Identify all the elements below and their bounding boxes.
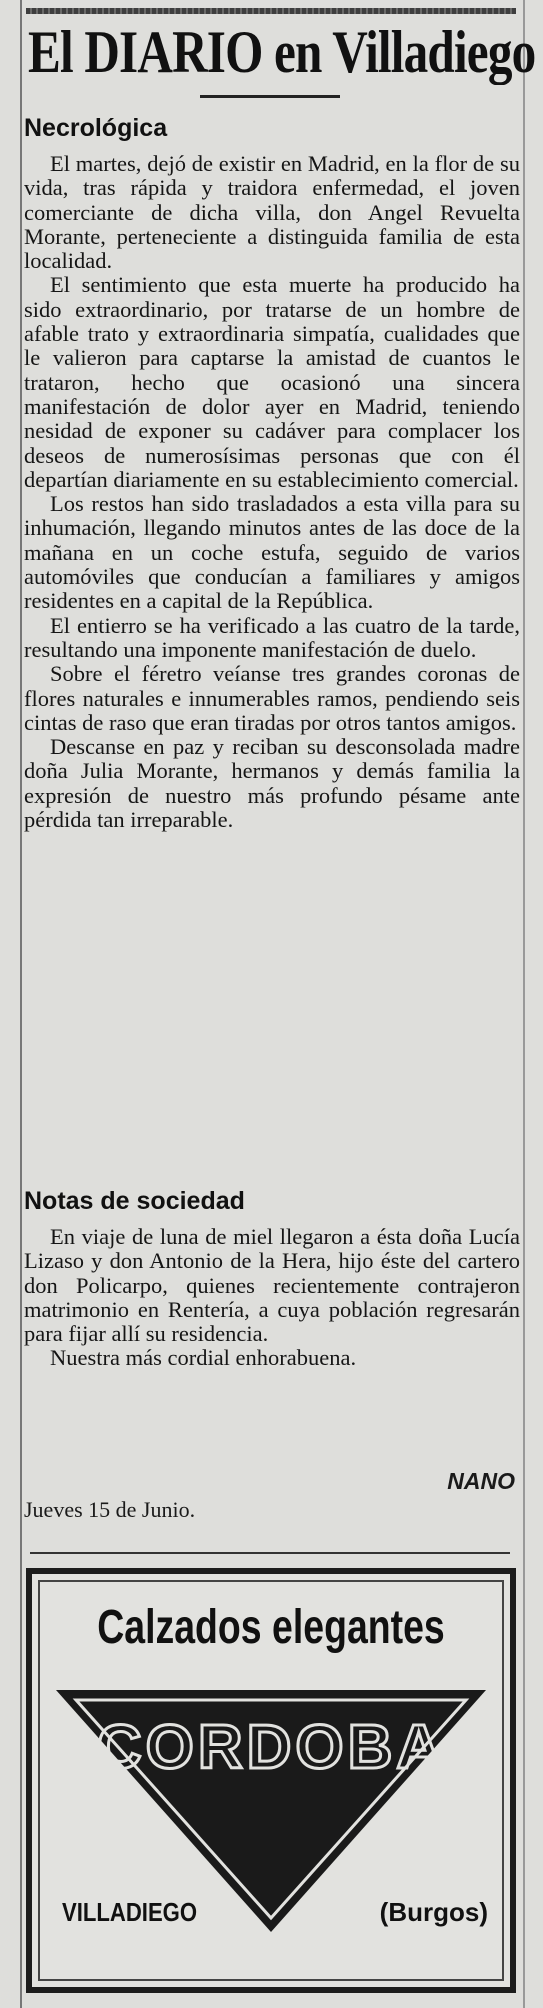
ad-city: VILLADIEGO [62,1897,198,1927]
signature: NANO [447,1468,515,1494]
ad-headline: Calzados elegantes [97,1601,445,1654]
masthead-title: El DIARIO en Villadiego [28,19,536,85]
top-ornamental-rule [26,8,516,14]
masthead-rule [200,95,340,98]
article-paragraph: Descanse en paz y reciban su desconsolada madre doña Julia Morante, hermanos y demás familia la expresión de nuestro más profundo pésame ante pérdida tan irreparable. [24,734,520,833]
necrologica-body [24,152,520,832]
notas-body [24,1225,520,1371]
article-paragraph: Sobre el féretro veíanse tres grandes coronas de flores naturales e innumerables ramos, pendiendo seis cintas de raso que eran tiradas por otros tantos amigos. [24,661,520,735]
section-divider [30,1552,510,1554]
article-paragraph: Nuestra más cordial enhorabuena. [50,1345,357,1371]
article-paragraph: En viaje de luna de miel llegaron a ésta doña Lucía Lizaso y don Antonio de la Hera, hijo éste del cartero don Policarpo, quienes recientemente contrajeron matrimonio en Rentería, a cuya población regresarán para fijar allí su residencia. [24,1224,520,1347]
section-heading-notas: Notas de sociedad [24,1187,245,1215]
article-paragraph: El martes, dejó de existir en Madrid, en la flor de su vida, tras rápida y traidora enfermedad, el joven comerciante de dicha villa, don Angel Revuelta Morante, perteneciente a distinguida familia de esta localidad. [24,151,520,274]
ad-region: (Burgos) [379,1897,488,1927]
section-heading-necrologica: Necrológica [24,114,168,142]
article-paragraph: Los restos han sido trasladados a esta villa para su inhumación, llegando minutos antes de las doce de la mañana en un coche estufa, seguido de varios automóviles que conducían a familiares y amigos residentes en a capital de la República. [24,491,520,614]
article-paragraph: El entierro se ha verificado a las cuatro de la tarde, resultando una imponente manifestación de duelo. [24,612,520,662]
dateline: Jueves 15 de Junio. [24,1497,196,1522]
article-paragraph: El sentimiento que esta muerte ha producido ha sido extraordinario, por tratarse de un hombre de afable trato y extraordinaria simpatía, cualidades que le valieron para captarse la amistad de cuantos le trataron, hecho que ocasionó una sincera manifestación de dolor ayer en Madrid, teniendo nesidad de exponer su cadáver para complacer los deseos de numerosísimas personas que con él departían diariamente en su establecimiento comercial. [24,272,520,492]
shoe-advertisement [26,1568,516,1993]
ad-brand: CORDOBA [96,1713,446,1782]
